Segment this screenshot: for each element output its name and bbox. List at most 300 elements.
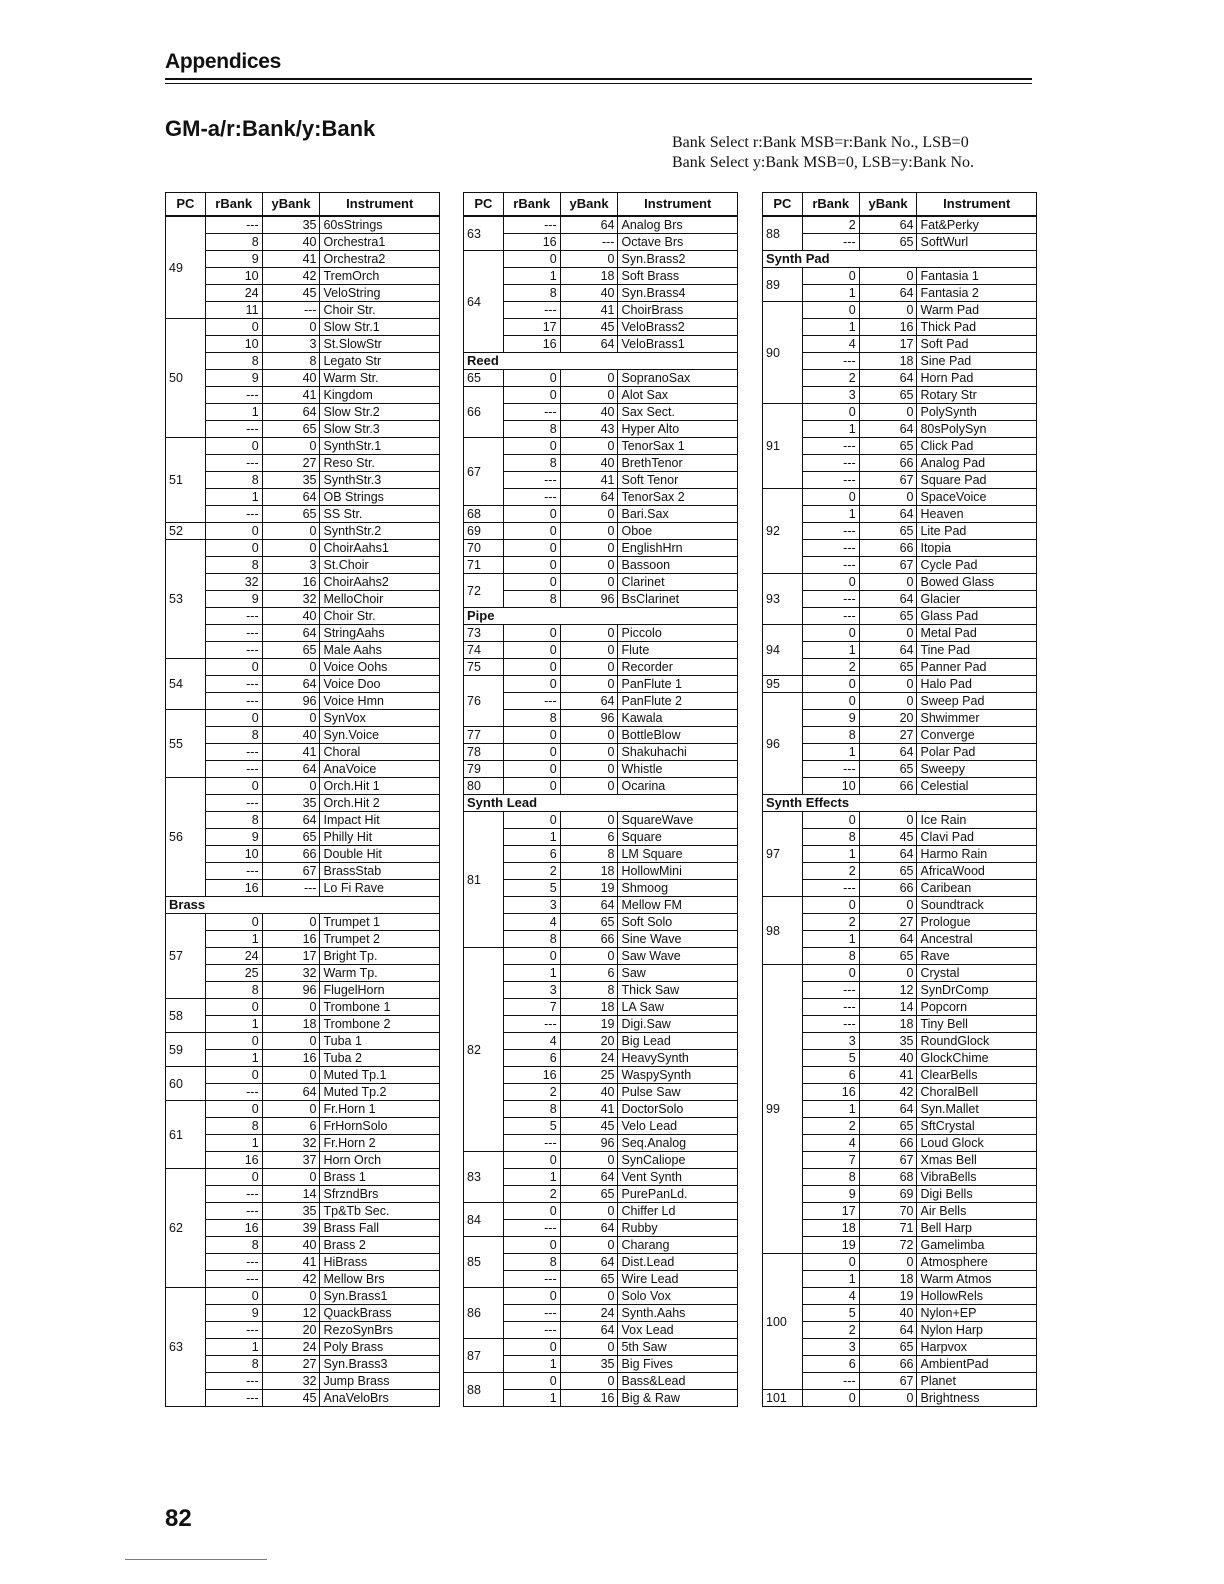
ybank-cell: 0 (859, 693, 917, 710)
instrument-cell: Ancestral (917, 931, 1037, 948)
ybank-cell: 12 (262, 1305, 320, 1322)
ybank-cell: 40 (262, 1237, 320, 1254)
ybank-cell: 0 (560, 727, 618, 744)
ybank-cell: 32 (262, 1373, 320, 1390)
ybank-cell: 0 (560, 438, 618, 455)
ybank-cell: 20 (859, 710, 917, 727)
instrument-cell: Octave Brs (618, 234, 738, 251)
ybank-cell: --- (262, 880, 320, 897)
ybank-cell: 65 (859, 608, 917, 625)
rbank-cell: 2 (802, 863, 859, 880)
pc-cell: 97 (763, 812, 803, 897)
instrument-cell: Flute (618, 642, 738, 659)
pc-cell: 96 (763, 693, 803, 795)
ybank-cell: 96 (560, 710, 618, 727)
rbank-cell: 0 (503, 1152, 560, 1169)
pc-cell: 66 (464, 387, 504, 438)
ybank-cell: 40 (859, 1050, 917, 1067)
instrument-cell: Prologue (917, 914, 1037, 931)
table-row (166, 965, 440, 982)
table-row (763, 472, 1037, 489)
ybank-cell: 16 (560, 1390, 618, 1407)
table-row (166, 1220, 440, 1237)
table-row (464, 1033, 738, 1050)
ybank-cell: 66 (859, 1135, 917, 1152)
instrument-cell: Syn.Voice (320, 727, 440, 744)
ybank-cell: 67 (859, 1152, 917, 1169)
rbank-cell: 2 (802, 659, 859, 676)
instrument-cell: MelloChoir (320, 591, 440, 608)
table-row (166, 1067, 440, 1084)
category-row (464, 795, 738, 812)
ybank-cell: 65 (560, 1271, 618, 1288)
rbank-cell: 8 (802, 727, 859, 744)
instrument-cell: Fr.Horn 2 (320, 1135, 440, 1152)
table-row (166, 1203, 440, 1220)
rbank-cell: --- (503, 1271, 560, 1288)
instrument-cell: Slow Str.1 (320, 319, 440, 336)
ybank-cell: 64 (262, 1084, 320, 1101)
rbank-cell: 0 (503, 438, 560, 455)
pc-cell: 67 (464, 438, 504, 506)
rbank-cell: 0 (802, 404, 859, 421)
rbank-cell: 1 (205, 404, 262, 421)
instrument-cell: Big Fives (618, 1356, 738, 1373)
instrument-cell: Mellow Brs (320, 1271, 440, 1288)
rbank-cell: 0 (802, 1390, 859, 1407)
table-row (166, 1186, 440, 1203)
instrument-cell: VeloBrass2 (618, 319, 738, 336)
ybank-cell: 65 (560, 1186, 618, 1203)
table-row (763, 829, 1037, 846)
table-row (763, 1390, 1037, 1407)
header-rule-thin (165, 83, 1032, 84)
rbank-cell: 8 (503, 455, 560, 472)
instrument-cell: SynDrComp (917, 982, 1037, 999)
ybank-cell: 0 (859, 897, 917, 914)
rbank-cell: 8 (205, 557, 262, 574)
table-row (464, 1288, 738, 1305)
ybank-cell: 40 (262, 727, 320, 744)
ybank-cell: 0 (262, 523, 320, 540)
instrument-cell: SynthStr.2 (320, 523, 440, 540)
ybank-cell: 0 (262, 914, 320, 931)
ybank-cell: 19 (859, 1288, 917, 1305)
pc-cell: 101 (763, 1390, 803, 1407)
pc-cell: 93 (763, 574, 803, 625)
ybank-cell: 64 (859, 506, 917, 523)
instrument-cell: Voice Oohs (320, 659, 440, 676)
rbank-cell: 4 (802, 336, 859, 353)
instrument-cell: Tuba 2 (320, 1050, 440, 1067)
rbank-cell: 3 (503, 982, 560, 999)
ybank-cell: 64 (560, 1220, 618, 1237)
pc-cell: 49 (166, 216, 206, 319)
table-row (464, 1237, 738, 1254)
table-row (763, 727, 1037, 744)
rbank-cell: 8 (503, 710, 560, 727)
rbank-cell: 32 (205, 574, 262, 591)
table-row (763, 574, 1037, 591)
rbank-cell: --- (503, 1322, 560, 1339)
ybank-cell: 41 (859, 1067, 917, 1084)
ybank-cell: 24 (560, 1305, 618, 1322)
table-row (763, 863, 1037, 880)
ybank-cell: 41 (262, 1254, 320, 1271)
ybank-cell: 65 (859, 1339, 917, 1356)
rbank-cell: 0 (503, 744, 560, 761)
table-row (166, 982, 440, 999)
rbank-cell: --- (802, 540, 859, 557)
instrument-cell: Pulse Saw (618, 1084, 738, 1101)
table-row (166, 1152, 440, 1169)
ybank-cell: 67 (262, 863, 320, 880)
table-row (763, 778, 1037, 795)
table-row (464, 268, 738, 285)
ybank-cell: 0 (560, 251, 618, 268)
table-row (464, 1271, 738, 1288)
ybank-cell: 14 (859, 999, 917, 1016)
instrument-cell: Philly Hit (320, 829, 440, 846)
instrument-cell: Voice Doo (320, 676, 440, 693)
rbank-cell: --- (205, 761, 262, 778)
instrument-cell: Solo Vox (618, 1288, 738, 1305)
pc-cell: 88 (763, 216, 803, 251)
instrument-cell: Lite Pad (917, 523, 1037, 540)
instrument-cell: BottleBlow (618, 727, 738, 744)
rbank-cell: --- (503, 472, 560, 489)
rbank-cell: 3 (503, 897, 560, 914)
table-row (763, 1169, 1037, 1186)
rbank-cell: 8 (802, 948, 859, 965)
table-row (763, 336, 1037, 353)
ybank-cell: 18 (859, 1016, 917, 1033)
instrument-cell: Click Pad (917, 438, 1037, 455)
table-row (166, 285, 440, 302)
rbank-cell: 0 (802, 812, 859, 829)
instrument-cell: BrassStab (320, 863, 440, 880)
ybank-cell: 40 (262, 608, 320, 625)
ybank-cell: 65 (859, 1118, 917, 1135)
category-row (763, 251, 1037, 268)
instrument-cell: Impact Hit (320, 812, 440, 829)
instrument-cell: Saw (618, 965, 738, 982)
ybank-cell: 42 (859, 1084, 917, 1101)
table-row (166, 370, 440, 387)
ybank-cell: 65 (262, 829, 320, 846)
pc-cell: 74 (464, 642, 504, 659)
rbank-cell: 3 (802, 1033, 859, 1050)
ybank-cell: 65 (859, 948, 917, 965)
rbank-cell: 17 (802, 1203, 859, 1220)
ybank-cell: 40 (560, 455, 618, 472)
rbank-cell: 1 (503, 829, 560, 846)
ybank-cell: 64 (859, 591, 917, 608)
rbank-cell: 0 (503, 659, 560, 676)
instrument-cell: Whistle (618, 761, 738, 778)
rbank-cell: 16 (205, 880, 262, 897)
instrument-cell: PanFlute 2 (618, 693, 738, 710)
instrument-cell: Crystal (917, 965, 1037, 982)
ybank-cell: 27 (859, 727, 917, 744)
table-row (166, 1033, 440, 1050)
ybank-cell: 35 (262, 795, 320, 812)
ybank-cell: 64 (859, 216, 917, 234)
instrument-cell: Fr.Horn 1 (320, 1101, 440, 1118)
rbank-cell: 9 (205, 829, 262, 846)
instrument-cell: Rotary Str (917, 387, 1037, 404)
rbank-cell: 8 (205, 234, 262, 251)
pc-cell: 91 (763, 404, 803, 489)
category-label: Reed (464, 353, 738, 370)
table-row (166, 1101, 440, 1118)
instrument-cell: 60sStrings (320, 216, 440, 234)
instrument-cell: Saw Wave (618, 948, 738, 965)
rbank-cell: --- (205, 693, 262, 710)
instrument-cell: Rubby (618, 1220, 738, 1237)
rbank-cell: 9 (802, 1186, 859, 1203)
rbank-cell: 1 (503, 1169, 560, 1186)
table-row (464, 455, 738, 472)
table-row (166, 591, 440, 608)
instrument-cell: Slow Str.3 (320, 421, 440, 438)
instrument-cell: Tuba 1 (320, 1033, 440, 1050)
ybank-cell: 40 (560, 1084, 618, 1101)
rbank-cell: --- (802, 353, 859, 370)
table-row (763, 216, 1037, 234)
table-row (464, 285, 738, 302)
instrument-cell: Trumpet 2 (320, 931, 440, 948)
pc-cell: 76 (464, 676, 504, 727)
pc-cell: 58 (166, 999, 206, 1033)
ybank-cell: 64 (560, 489, 618, 506)
instrument-cell: Seq.Analog (618, 1135, 738, 1152)
ybank-cell: 65 (262, 642, 320, 659)
table-row (763, 234, 1037, 251)
column-header: rBank (802, 193, 859, 217)
table-row (166, 234, 440, 251)
table-row (763, 625, 1037, 642)
rbank-cell: --- (802, 999, 859, 1016)
ybank-cell: 64 (560, 1169, 618, 1186)
table-row (166, 608, 440, 625)
instrument-cell: Xmas Bell (917, 1152, 1037, 1169)
instrument-cell: PolySynth (917, 404, 1037, 421)
instrument-cell: Double Hit (320, 846, 440, 863)
rbank-cell: 0 (205, 778, 262, 795)
rbank-cell: 1 (802, 421, 859, 438)
table-row (166, 778, 440, 795)
ybank-cell: 0 (262, 1101, 320, 1118)
table-row (464, 948, 738, 965)
rbank-cell: --- (205, 1322, 262, 1339)
rbank-cell: 8 (205, 1356, 262, 1373)
table-row (166, 710, 440, 727)
instrument-cell: Converge (917, 727, 1037, 744)
instrument-cell: Syn.Mallet (917, 1101, 1037, 1118)
instrument-cell: HiBrass (320, 1254, 440, 1271)
ybank-cell: 27 (262, 1356, 320, 1373)
ybank-cell: 6 (560, 829, 618, 846)
table-row (763, 1101, 1037, 1118)
ybank-cell: 0 (560, 523, 618, 540)
table-row (763, 319, 1037, 336)
rbank-cell: 0 (205, 523, 262, 540)
instrument-cell: DoctorSolo (618, 1101, 738, 1118)
rbank-cell: 0 (205, 659, 262, 676)
table-row (464, 234, 738, 251)
rbank-cell: 6 (503, 1050, 560, 1067)
rbank-cell: --- (205, 642, 262, 659)
pc-cell: 55 (166, 710, 206, 778)
instrument-cell: Syn.Brass1 (320, 1288, 440, 1305)
rbank-cell: --- (205, 863, 262, 880)
rbank-cell: --- (802, 982, 859, 999)
rbank-cell: 8 (205, 727, 262, 744)
instrument-cell: Soft Pad (917, 336, 1037, 353)
ybank-cell: 18 (262, 1016, 320, 1033)
table-row (464, 1390, 738, 1407)
pc-cell: 81 (464, 812, 504, 948)
instrument-cell: Brass Fall (320, 1220, 440, 1237)
rbank-cell: 10 (205, 846, 262, 863)
ybank-cell: 0 (859, 574, 917, 591)
instrument-cell: Celestial (917, 778, 1037, 795)
table-row (763, 1254, 1037, 1271)
rbank-cell: 19 (802, 1237, 859, 1254)
rbank-cell: 0 (205, 540, 262, 557)
table-row (763, 1288, 1037, 1305)
table-row (763, 1356, 1037, 1373)
rbank-cell: --- (503, 693, 560, 710)
rbank-cell: 8 (802, 1169, 859, 1186)
rbank-cell: 8 (205, 812, 262, 829)
instrument-cell: Choir Str. (320, 302, 440, 319)
table-row (464, 302, 738, 319)
ybank-cell: 35 (262, 1203, 320, 1220)
ybank-cell: 66 (859, 778, 917, 795)
category-row (166, 897, 440, 914)
rbank-cell: 2 (802, 1118, 859, 1135)
instrument-cell: Soft Solo (618, 914, 738, 931)
instrument-cell: AmbientPad (917, 1356, 1037, 1373)
ybank-cell: 66 (859, 880, 917, 897)
rbank-cell: --- (503, 216, 560, 234)
rbank-cell: 0 (503, 1237, 560, 1254)
ybank-cell: 8 (560, 846, 618, 863)
table-row (464, 1067, 738, 1084)
table-row (763, 846, 1037, 863)
pc-cell: 77 (464, 727, 504, 744)
table-row (464, 1152, 738, 1169)
table-row (166, 744, 440, 761)
instrument-cell: Bowed Glass (917, 574, 1037, 591)
pc-cell: 100 (763, 1254, 803, 1390)
ybank-cell: 65 (560, 914, 618, 931)
table-row (464, 761, 738, 778)
rbank-cell: --- (802, 1373, 859, 1390)
ybank-cell: 18 (560, 268, 618, 285)
table-row (464, 557, 738, 574)
table-row (763, 1237, 1037, 1254)
ybank-cell: 64 (859, 1322, 917, 1339)
ybank-cell: 64 (560, 897, 618, 914)
instrument-cell: SynthStr.3 (320, 472, 440, 489)
table-row (166, 1016, 440, 1033)
ybank-cell: 65 (859, 234, 917, 251)
ybank-cell: 96 (560, 591, 618, 608)
rbank-cell: --- (205, 1203, 262, 1220)
pc-cell: 69 (464, 523, 504, 540)
table-row (763, 710, 1037, 727)
instrument-cell: SftCrystal (917, 1118, 1037, 1135)
instrument-cell: Syn.Brass3 (320, 1356, 440, 1373)
instrument-cell: Kawala (618, 710, 738, 727)
instrument-cell: Sweepy (917, 761, 1037, 778)
rbank-cell: 8 (205, 1237, 262, 1254)
category-row (464, 353, 738, 370)
ybank-cell: 0 (262, 710, 320, 727)
rbank-cell: 6 (802, 1067, 859, 1084)
pc-cell: 52 (166, 523, 206, 540)
table-row (464, 1305, 738, 1322)
instrument-cell: Halo Pad (917, 676, 1037, 693)
instrument-cell: Warm Pad (917, 302, 1037, 319)
ybank-cell: 0 (262, 1033, 320, 1050)
table-row (166, 1237, 440, 1254)
ybank-cell: 24 (560, 1050, 618, 1067)
table-row (464, 1016, 738, 1033)
ybank-cell: 64 (859, 744, 917, 761)
instrument-cell: HeavySynth (618, 1050, 738, 1067)
table-row (166, 251, 440, 268)
instrument-cell: Vent Synth (618, 1169, 738, 1186)
rbank-cell: 0 (503, 574, 560, 591)
ybank-cell: 0 (560, 676, 618, 693)
instrument-cell: TenorSax 2 (618, 489, 738, 506)
table-row (166, 1050, 440, 1067)
table-row (464, 931, 738, 948)
rbank-cell: --- (205, 625, 262, 642)
table-row (464, 1186, 738, 1203)
table-row (166, 931, 440, 948)
rbank-cell: 10 (205, 268, 262, 285)
ybank-cell: 0 (262, 1288, 320, 1305)
instrument-cell: Muted Tp.1 (320, 1067, 440, 1084)
rbank-cell: --- (802, 591, 859, 608)
ybank-cell: 37 (262, 1152, 320, 1169)
instrument-cell: Rave (917, 948, 1037, 965)
ybank-cell: 45 (560, 319, 618, 336)
table-row (166, 693, 440, 710)
ybank-cell: 65 (859, 438, 917, 455)
pc-cell: 64 (464, 251, 504, 353)
rbank-cell: 0 (503, 778, 560, 795)
instrument-cell: Brass 2 (320, 1237, 440, 1254)
table-row (763, 1050, 1037, 1067)
instrument-cell: Orchestra2 (320, 251, 440, 268)
instrument-cell: ChoirAahs2 (320, 574, 440, 591)
table-row (464, 1254, 738, 1271)
table-row (464, 846, 738, 863)
table-row (763, 744, 1037, 761)
ybank-cell: 64 (262, 812, 320, 829)
ybank-cell: 0 (262, 438, 320, 455)
instrument-cell: SopranoSax (618, 370, 738, 387)
ybank-cell: 18 (560, 999, 618, 1016)
table-row (166, 216, 440, 234)
table-row (166, 914, 440, 931)
